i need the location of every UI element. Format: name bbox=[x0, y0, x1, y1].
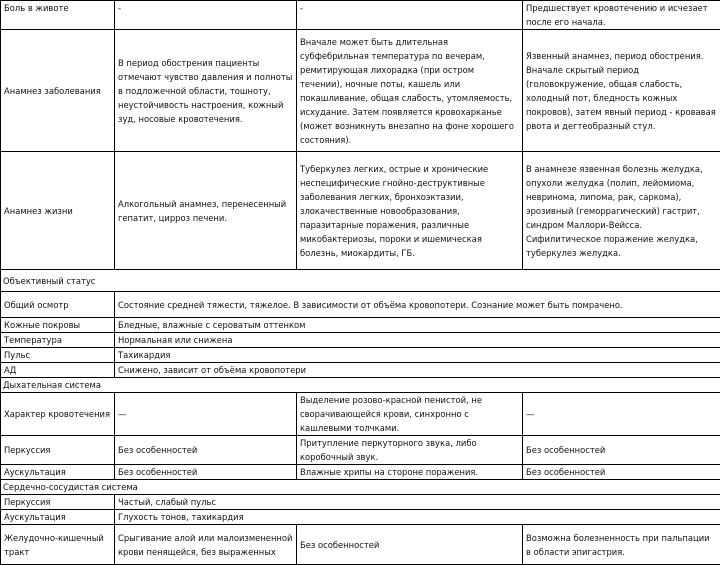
table-row bbox=[1, 495, 720, 510]
table-cell: — bbox=[115, 393, 297, 436]
table-cell: Частый, слабый пульс bbox=[115, 495, 720, 510]
table-row bbox=[1, 333, 720, 348]
table-row bbox=[1, 30, 720, 152]
table-row bbox=[1, 318, 720, 333]
table-cell: Срыгивание алой или малоизмененной крови пенящейся, без выраженных bbox=[115, 525, 297, 565]
row-label: Перкуссия bbox=[1, 495, 115, 510]
row-label: Аускультация bbox=[1, 465, 115, 480]
table-row bbox=[1, 152, 720, 270]
row-label: АД bbox=[1, 363, 115, 378]
row-label: Общий осмотр bbox=[1, 292, 115, 318]
table-cell: Туберкулез легких, острые и хронические неспецифические гнойно-деструктивные заболевания легких, бронхоэктазии, злокачественные новообразования, паразитарные поражения, различные микобактериозы, пороки и ишемическая болезнь, миокардиты, ГБ. bbox=[297, 152, 523, 270]
section-row bbox=[1, 270, 720, 292]
table-cell: Без особенностей bbox=[523, 465, 720, 480]
table-cell: Без особенностей bbox=[523, 436, 720, 465]
table-row bbox=[1, 525, 720, 565]
table-row bbox=[1, 363, 720, 378]
row-label: Аускультация bbox=[1, 510, 115, 525]
table-cell: Вначале может быть длительная субфебрильная температура по вечерам, ремитирующая лихорадка (при остром течении), ночные поты, кашель или покашливание, общая слабость, утомляемость, исхудание. Затем появляется кровохарканье (может возникнуть внезапно на фоне хорошего состояния). bbox=[297, 30, 523, 152]
row-label: Характер кровотечения bbox=[1, 393, 115, 436]
row-label: Перкуссия bbox=[1, 436, 115, 465]
row-label: Кожные покровы bbox=[1, 318, 115, 333]
table-cell: Бледные, влажные с сероватым оттенком bbox=[115, 318, 720, 333]
table-cell: - bbox=[115, 1, 297, 30]
table-row bbox=[1, 348, 720, 363]
row-label: Анамнез жизни bbox=[1, 152, 115, 270]
section-header: Сердечно-сосудистая система bbox=[1, 480, 720, 495]
row-label: Боль в животе bbox=[1, 1, 115, 30]
table-cell: - bbox=[297, 1, 523, 30]
table-cell: Без особенностей bbox=[115, 436, 297, 465]
table-row bbox=[1, 465, 720, 480]
table-cell: Язвенный анамнез, период обострения. Вначале скрытый период (головокружение, общая слабость, холодный пот, бледность кожных покровов), затем явный период - кровавая рвота и дегтеобразный стул. bbox=[523, 30, 720, 152]
table-cell: Без особенностей bbox=[115, 465, 297, 480]
table-cell: — bbox=[523, 393, 720, 436]
table-cell: Влажные хрипы на стороне поражения. bbox=[297, 465, 523, 480]
section-header: Дыхательная система bbox=[1, 378, 720, 393]
row-label: Пульс bbox=[1, 348, 115, 363]
row-label: Анамнез заболевания bbox=[1, 30, 115, 152]
table-cell: Глухость тонов, тахикардия bbox=[115, 510, 720, 525]
table-row bbox=[1, 510, 720, 525]
section-row bbox=[1, 378, 720, 393]
table-cell: Без особенностей bbox=[297, 525, 523, 565]
table-cell: Алкогольный анамнез, перенесенный гепатит, цирроз печени. bbox=[115, 152, 297, 270]
table-cell: В период обострения пациенты отмечают чувство давления и полноты в подложечной области, тошноту, неустойчивость настроения, кожный зуд, носовые кровотечения. bbox=[115, 30, 297, 152]
table-cell: Предшествует кровотечению и исчезает после его начала. bbox=[523, 1, 720, 30]
table-row bbox=[1, 292, 720, 318]
table-cell: Возможна болезненность при пальпации в области эпигастрия. bbox=[523, 525, 720, 565]
table-row bbox=[1, 436, 720, 465]
table-cell: Тахикардия bbox=[115, 348, 720, 363]
table-row bbox=[1, 393, 720, 436]
table-row bbox=[1, 1, 720, 30]
row-label: Температура bbox=[1, 333, 115, 348]
row-label: Желудочно-кишечный тракт bbox=[1, 525, 115, 565]
table-cell: Выделение розово-красной пенистой, не сворачивающейся крови, синхронно с кашлевыми толчками. bbox=[297, 393, 523, 436]
section-row bbox=[1, 480, 720, 495]
section-header: Объективный статус bbox=[1, 270, 720, 292]
table-cell: Снижено, зависит от объёма кровопотери bbox=[115, 363, 720, 378]
table-cell: В анамнезе язвенная болезнь желудка, опухоли желудка (полип, лейомиома, невринома, липома, рак, саркома), эрозивный (геморрагический) гастрит, синдром Маллори-Вейсса. Сифилитическое поражение желудка, туберкулез желудка. bbox=[523, 152, 720, 270]
table-cell: Притупление перкуторного звука, либо коробочный звук. bbox=[297, 436, 523, 465]
table-cell: Состояние средней тяжести, тяжелое. В зависимости от объёма кровопотери. Сознание может быть помрачено. bbox=[115, 292, 720, 318]
table-cell: Нормальная или снижена bbox=[115, 333, 720, 348]
